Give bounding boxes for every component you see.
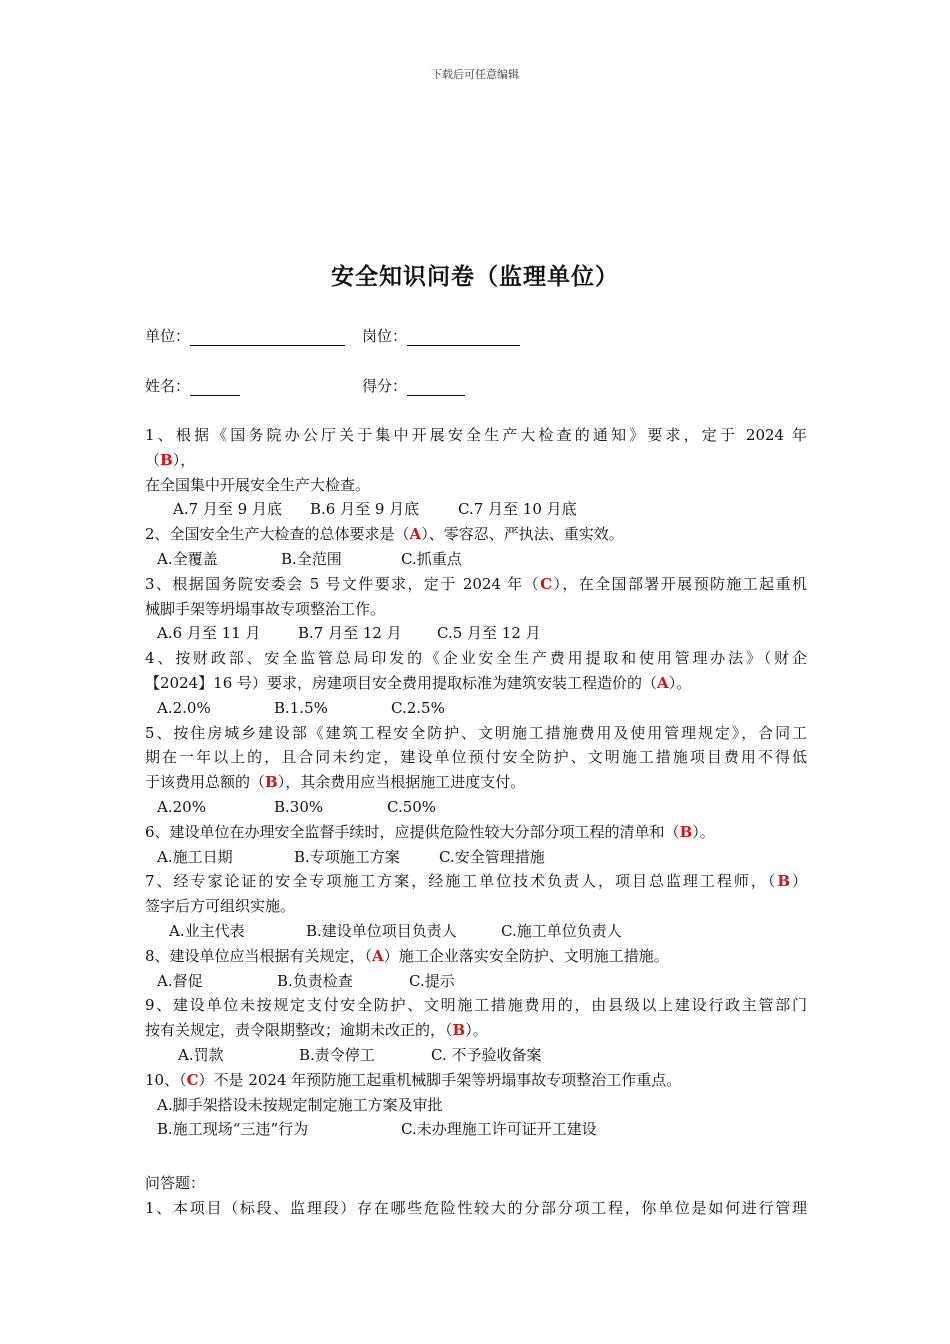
question-text: ）施工企业落实安全防护、文明施工措施。 [383,946,669,965]
question-text-line [145,1018,807,1043]
option-c[interactable]: C.7 月至 10 月底 [458,500,577,519]
question-text: 4、按财政部、安全监管总局印发的《企业安全生产费用提取和使用管理办法》（财企 [145,649,807,668]
question-text: ） [790,872,807,891]
options-row [145,1117,807,1142]
question-text-line [145,572,807,597]
name-label: 姓名： [145,377,191,395]
option-b[interactable]: B.负责检查 [277,971,353,990]
question-text: 1、根据《国务院办公厅关于集中开展安全生产大检查的通知》要求，定于 2024 年 [145,426,807,444]
option-a[interactable]: A.全覆盖 [157,549,218,568]
post-field [362,325,520,346]
question-text-line [145,448,807,473]
question-text: ），在全国部署开展预防施工起重机 [552,574,807,593]
question-list [145,423,807,1142]
question-text: 3、根据国务院安委会 5 号文件要求，定于 2024 年（ [145,574,541,593]
option-c[interactable]: C.抓重点 [401,549,462,568]
options-row [145,696,807,721]
option-c[interactable]: C.2.5% [391,698,445,717]
question-1 [145,423,807,522]
option-b[interactable]: B.6 月至 9 月底 [310,500,420,519]
question-text-line [145,423,807,448]
question-2 [145,522,807,572]
name-blank[interactable] [190,378,240,396]
option-a[interactable]: A.督促 [157,971,203,990]
question-text: 于该费用总额的（ [145,773,266,792]
question-4 [145,646,807,720]
option-a[interactable]: A.20% [157,797,206,816]
option-c[interactable]: C.安全管理措施 [439,847,545,866]
question-text: 械脚手架等坍塌事故专项整治工作。 [145,599,386,618]
question-text-line [145,770,807,795]
question-10 [145,1068,807,1142]
question-text: ）。 [692,822,715,841]
unit-blank[interactable] [190,328,345,346]
name-field [145,375,240,396]
options-row [145,845,807,870]
answer-mark: C [540,574,553,593]
option-b[interactable]: B.施工现场“三违”行为 [157,1120,309,1139]
question-text: 10、（ [145,1070,187,1089]
question-text: 期在一年以上的，且合同未约定，建设单位预付安全防护、文明施工措施项目费用不得低 [145,748,807,767]
question-text: ）、零容忍、严执法、重实效。 [421,525,624,544]
answer-mark: B [160,450,173,469]
header-note: 下载后可任意编辑 [431,68,519,81]
options-row [145,1043,807,1068]
option-b[interactable]: B.专项施工方案 [294,847,400,866]
post-blank[interactable] [407,328,520,346]
question-text: ），其余费用应当根据施工进度支付。 [277,773,526,792]
answer-mark: C [186,1070,199,1089]
option-a[interactable]: A.罚款 [178,1045,224,1064]
question-text: （ [145,450,161,469]
option-b[interactable]: B.建设单位项目负责人 [306,921,457,940]
question-text-line [145,721,807,746]
answer-mark: B [452,1021,466,1040]
question-text-line [145,671,807,696]
question-text: ）。 [668,673,692,692]
question-text-line [145,646,807,671]
option-c[interactable]: C.提示 [409,971,455,990]
option-c[interactable]: C.未办理施工许可证开工建设 [401,1120,597,1139]
question-text: 在全国集中开展安全生产大检查。 [145,475,371,494]
question-7 [145,869,807,943]
option-a[interactable]: A.6 月至 11 月 [157,624,261,643]
option-b[interactable]: B.1.5% [274,698,328,717]
answer-mark: B [265,773,278,792]
option-a[interactable]: A.7 月至 9 月底 [173,500,282,519]
question-text-line [145,944,807,969]
question-text-line [145,1068,807,1093]
question-text-line [145,869,807,894]
option-b[interactable]: B.全范围 [281,549,342,568]
unit-label: 单位： [145,327,191,345]
question-text-line [145,522,807,547]
question-text: 签字后方可组织实施。 [145,897,296,916]
question-text: 按有关规定，责令限期整改；逾期未改正的，（ [145,1021,453,1040]
question-text: 5、按住房城乡建设部《建筑工程安全防护、文明施工措施费用及使用管理规定》，合同工 [145,723,807,742]
score-blank[interactable] [407,378,465,396]
page-title: 安全知识问卷（监理单位） [331,263,619,290]
answer-mark: A [657,673,669,692]
option-a[interactable]: A.施工日期 [157,847,233,866]
options-row [145,919,807,944]
question-text: ）， [172,450,196,469]
option-a[interactable]: A.业主代表 [169,921,245,940]
question-text: 2、全国安全生产大检查的总体要求是（ [145,525,410,544]
score-field [362,375,465,396]
question-5 [145,721,807,820]
question-6 [145,820,807,870]
option-a[interactable]: A.2.0% [157,698,211,717]
question-text-line [145,473,807,498]
options-row [145,497,807,522]
options-row [145,1093,807,1118]
question-text: ）。 [465,1021,488,1040]
option-c[interactable]: C.5 月至 12 月 [437,624,541,643]
question-text-line [145,745,807,770]
question-text-line [145,993,807,1018]
option-c[interactable]: C.50% [387,797,437,816]
qa-heading: 问答题： [145,1174,206,1192]
answer-mark: A [409,525,422,544]
question-text: 6、建设单位在办理安全监督手续时，应提供危险性较大分部分项工程的清单和（ [145,822,680,841]
question-text: 【2024】16 号）要求，房建项目安全费用提取标准为建筑安装工程造价的（ [145,673,658,692]
question-text-line [145,820,807,845]
question-text: ）不是 2024 年预防施工起重机械脚手架等坍塌事故专项整治工作重点。 [198,1070,682,1089]
option-b[interactable]: B.7 月至 12 月 [298,624,402,643]
answer-mark: B [679,822,693,841]
option-b[interactable]: B.责令停工 [299,1045,375,1064]
option-b[interactable]: B.30% [274,797,324,816]
option-c[interactable]: C. 不予验收备案 [431,1045,542,1064]
options-row [145,621,807,646]
qa-section [145,1171,807,1221]
qa-question-1: 1、本项目（标段、监理段）存在哪些危险性较大的分部分项工程，你单位是如何进行管理 [145,1198,807,1217]
option-c[interactable]: C.施工单位负责人 [501,921,622,940]
options-row [145,547,807,572]
score-label: 得分： [362,377,408,395]
question-8 [145,944,807,994]
unit-field [145,325,345,346]
question-text: 8、建设单位应当根据有关规定，（ [145,946,373,965]
option-a[interactable]: A.脚手架搭设未按规定制定施工方案及审批 [157,1095,443,1114]
post-label: 岗位： [362,327,408,345]
answer-mark: B [777,872,790,891]
answer-mark: A [372,946,384,965]
question-text-line [145,597,807,622]
question-3 [145,572,807,646]
question-text-line [145,894,807,919]
options-row [145,795,807,820]
question-text: 7、经专家论证的安全专项施工方案，经施工单位技术负责人，项目总监理工程师，（ [145,872,778,891]
options-row [145,969,807,994]
question-9 [145,993,807,1067]
question-text: 9、建设单位未按规定支付安全防护、文明施工措施费用的，由县级以上建设行政主管部门 [145,996,807,1015]
